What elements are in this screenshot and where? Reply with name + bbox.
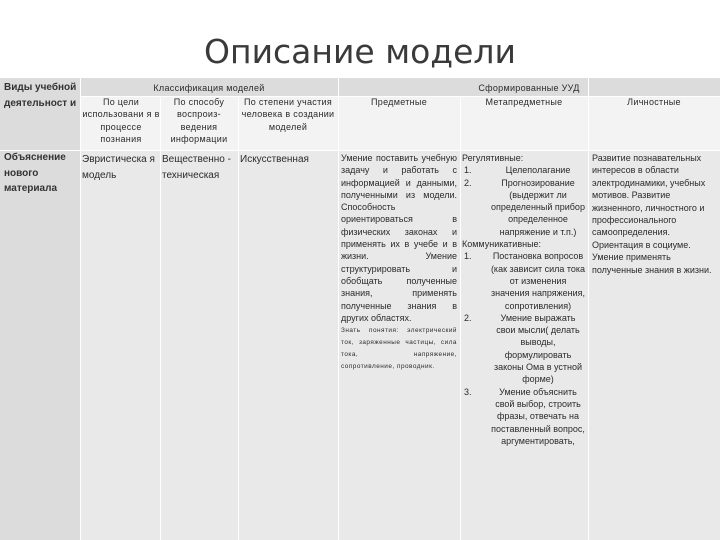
header-subject: Предметные <box>371 97 427 107</box>
subject-uud-concepts: Знать понятия: электрический ток, заряженные частицы, сила тока, напряжение, сопротивление, проводник. <box>341 327 457 371</box>
header-personal: Личностные <box>627 97 681 107</box>
body-bg-activity <box>0 150 80 540</box>
activity-cell: Объяснение нового материала <box>4 152 66 194</box>
grid-line <box>80 78 81 540</box>
meta-item-express <box>462 312 586 386</box>
model-goal-cell: Эвристическа я модель <box>82 154 155 181</box>
meta-item-number: 1. <box>464 251 472 262</box>
page-title: Описание модели <box>204 32 516 71</box>
grid-line <box>160 96 161 540</box>
meta-communicative-heading: Коммуникативные: <box>462 239 542 250</box>
meta-item-text: Умение объяснить свой выбор, строить фразы, отвечать на поставленный вопрос, аргументировать, <box>491 386 585 446</box>
meta-item-number: 1. <box>464 165 472 176</box>
meta-item-text: Умение выражать свои мысли( делать выводы, формулировать законы Ома в устной форме) <box>493 312 583 385</box>
subject-uud-cell <box>341 152 457 373</box>
grid-line <box>588 78 589 540</box>
meta-item-number: 3. <box>464 386 472 397</box>
meta-item-number: 2. <box>464 312 472 323</box>
meta-item-goal-setting <box>462 164 586 176</box>
model-degree-cell: Искусственная <box>240 154 309 165</box>
header-by-goal: По цели использовани я в процессе познания <box>82 97 160 145</box>
meta-regulative-heading: Регулятивные: <box>462 153 524 163</box>
grid-line <box>80 96 720 97</box>
meta-item-explain <box>462 386 586 447</box>
meta-item-text: Целеполагание <box>505 165 571 176</box>
grid-line <box>460 96 461 540</box>
meta-item-number: 2. <box>464 177 472 188</box>
model-table <box>0 78 720 540</box>
body-bg-models <box>80 150 338 540</box>
personal-uud-cell: Развитие познавательных интересов в области электродинамики, учебных мотивов. Развитие жизненного, личностного и профессионального самоопределения. Ориентация в социуме. Умение применять полученные знания в жизни. <box>592 153 712 275</box>
model-method-cell: Вещественно - техническая <box>162 154 231 181</box>
header-metasubject: Метапредметные <box>485 97 563 107</box>
meta-item-forecasting <box>462 177 586 238</box>
meta-item-questions <box>462 250 586 311</box>
header-classification: Классификация моделей <box>153 83 265 93</box>
header-formed-uud: Сформированные УУД <box>478 83 580 93</box>
metasubject-uud-cell <box>462 152 586 447</box>
grid-line <box>238 96 239 540</box>
header-types: Виды учебной деятельност и <box>4 82 77 109</box>
grid-line <box>0 150 720 151</box>
subject-uud-text: Умение поставить учебную задачу и работать с информацией и данными, полученными из модели. Способность ориентироваться в физических законах и применять их в учебе и в жизни. Умение структурировать и обобщать полученные знания, применять полученные знания в других областях. <box>341 153 457 323</box>
header-by-method: По способу воспроиз- ведения информации <box>170 97 228 145</box>
meta-item-text: Постановка вопросов (как зависит сила тока от изменения значения напряжения, сопротивления) <box>490 251 586 311</box>
grid-line <box>338 78 339 540</box>
meta-item-text: Прогнозирование (выдержит ли определенный прибор определенное напряжение и т.п.) <box>491 177 585 237</box>
header-by-degree: По степени участия человека в создании моделей <box>241 97 335 132</box>
